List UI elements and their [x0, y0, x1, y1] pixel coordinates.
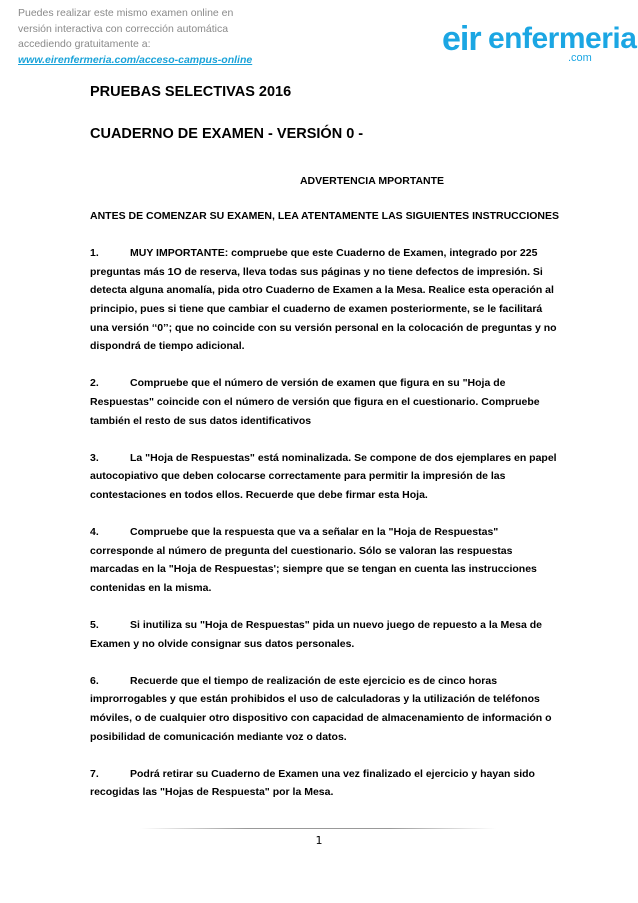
instruction-number: 4. [90, 526, 99, 539]
document-title: PRUEBAS SELECTIVAS 2016 [90, 84, 292, 100]
page-number: 1 [315, 834, 323, 847]
instructions-body [90, 207, 560, 821]
instruction-item [90, 374, 560, 430]
logo-eir: eir [442, 20, 481, 58]
instruction-item [90, 523, 560, 597]
instruction-item [90, 765, 560, 802]
instruction-text: Compruebe que la respuesta que va a señalar en la "Hoja de Respuestas" corresponde al número de pregunta del cuestionario. Sólo se valoran las respuestas marcadas en la "Hoja de Respuestas'; siempre que se tengan en cuenta las instrucciones contenidas en la misma. [90, 526, 537, 594]
instruction-item [90, 449, 560, 505]
instruction-text: La "Hoja de Respuestas" está nominalizada. Se compone de dos ejemplares en papel autocopiativo que deben colocarse correctamente para permitir la impresión de las contestaciones en todos ellos. Recuerde que debe firmar esta Hoja. [90, 451, 557, 501]
eirenfermeria-logo [442, 16, 637, 72]
instructions-intro: ANTES DE COMENZAR SU EXAMEN, LEA ATENTAMENTE LAS SIGUIENTES INSTRUCCIONES [90, 210, 560, 222]
instruction-text: Si inutiliza su "Hoja de Respuestas" pida un nuevo juego de repuesto a la Mesa de Examen y no olvide consignar sus datos personales. [90, 619, 542, 650]
instruction-number: 5. [90, 619, 99, 632]
instruction-text: Podrá retirar su Cuaderno de Examen una vez finalizado el ejercicio y hayan sido recogidas las "Hojas de Respuesta" por la Mesa. [90, 767, 535, 799]
instruction-number: 7. [90, 767, 99, 780]
instruction-item [90, 672, 560, 746]
instruction-number: 6. [90, 674, 99, 687]
instruction-number: 2. [90, 377, 99, 390]
instruction-text: Compruebe que el número de versión de examen que figura en su "Hoja de Respuestas" coincide con el número de versión que figura en el cuestionario. Compruebe también el resto de sus datos identificativos [90, 377, 540, 427]
promo-line-1: Puedes realizar este mismo examen online en [18, 7, 234, 19]
promo-line-3: accediendo gratuitamente a: [18, 38, 151, 50]
instruction-item [90, 616, 560, 653]
promo-notice [18, 6, 268, 68]
warning-heading [90, 175, 560, 187]
instruction-number: 3. [90, 451, 99, 464]
warning-heading-text: ADVERTENCIA MPORTANTE [299, 175, 445, 187]
promo-line-2: versión interactiva con corrección automática [18, 22, 229, 35]
instruction-number: 1. [90, 247, 99, 260]
instruction-text: MUY IMPORTANTE: compruebe que este Cuaderno de Examen, integrado por 225 preguntas más 1O de reserva, lleva todas sus páginas y no tiene defectos de impresión. Si detecta alguna anomalía, pida otro Cuaderno de Examen a la Mesa. Realice esta operación al principio, pues si tiene que cambiar el cuaderno de examen posteriormente, se le facilitará una versión ‘‘0’’; que no coincide con su versión personal en la colocación de preguntas y no dispondrá de tiempo adicional. [90, 247, 557, 353]
document-subtitle: CUADERNO DE EXAMEN - VERSIÓN 0 - [90, 126, 364, 142]
logo-enfermeria: enfermeria [488, 22, 637, 55]
footer-divider [140, 828, 496, 829]
logo-com: .com [568, 52, 592, 64]
campus-online-link[interactable]: www.eirenfermeria.com/acceso-campus-online [18, 53, 253, 66]
instruction-item [90, 244, 560, 356]
instruction-text: Recuerde que el tiempo de realización de este ejercicio es de cinco horas improrrogables y que están prohibidos el uso de calculadoras y la utilización de teléfonos móviles, o de cualquier otro dispositivo con capacidad de almacenamiento de información o posibilidad de comunicación mediante voz o datos. [90, 674, 552, 743]
